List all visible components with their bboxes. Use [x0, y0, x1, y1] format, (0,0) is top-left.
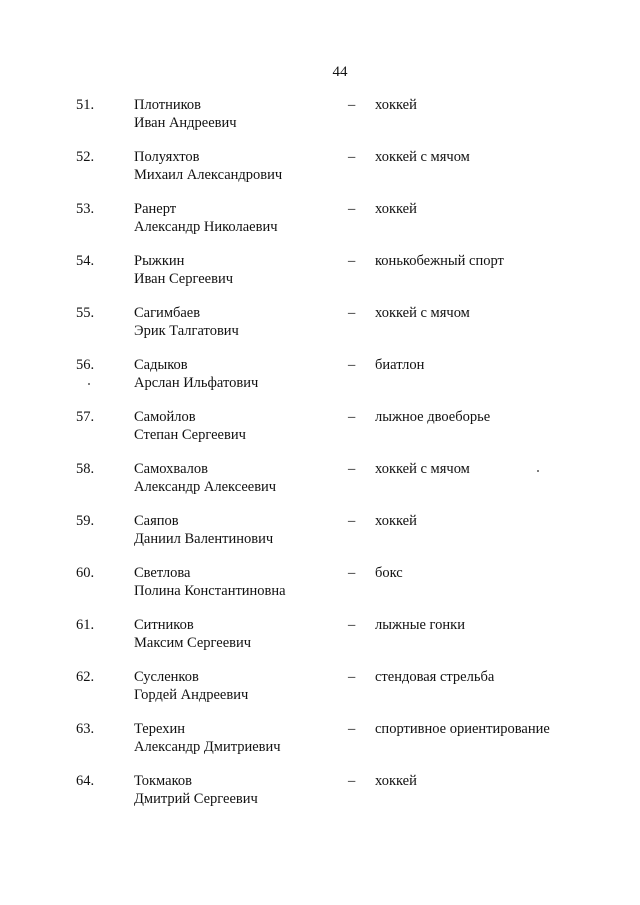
list-item [0, 772, 640, 816]
person-given-names: Дмитрий Сергеевич [134, 791, 258, 807]
sport-discipline: лыжное двоеборье [375, 409, 491, 425]
list-item [0, 668, 640, 712]
sport-discipline: хоккей [375, 97, 417, 113]
entry-number: 63. [76, 721, 95, 737]
sport-discipline: хоккей с мячом [375, 305, 470, 321]
entry-number: 53. [76, 201, 95, 217]
list-item [0, 408, 640, 452]
sport-discipline: стендовая стрельба [375, 669, 495, 685]
entry-number: 60. [76, 565, 95, 581]
entry-number: 58. [76, 461, 95, 477]
person-name [134, 200, 278, 236]
person-name [134, 356, 258, 392]
person-surname: Саяпов [134, 513, 179, 529]
list-item [0, 200, 640, 244]
person-surname: Плотников [134, 97, 202, 113]
person-name [134, 252, 233, 288]
person-given-names: Иван Андреевич [134, 115, 237, 131]
list-item [0, 460, 640, 504]
person-name [134, 668, 248, 704]
separator-dash: – [348, 149, 356, 165]
separator-dash: – [348, 357, 356, 373]
person-name [134, 460, 276, 496]
sport-discipline: хоккей с мячом [375, 149, 470, 165]
separator-dash: – [348, 409, 356, 425]
list-item [0, 96, 640, 140]
sport-discipline: хоккей [375, 513, 417, 529]
entry-number: 64. [76, 773, 95, 789]
list-item [0, 148, 640, 192]
entry-number: 52. [76, 149, 95, 165]
separator-dash: – [348, 97, 356, 113]
sport-discipline: конькобежный спорт [375, 253, 504, 269]
sport-discipline: хоккей [375, 773, 417, 789]
person-surname: Ситников [134, 617, 194, 633]
person-given-names: Даниил Валентинович [134, 531, 274, 547]
person-name [134, 616, 251, 652]
sport-discipline: бокс [375, 565, 403, 581]
page-number: 44 [332, 64, 348, 80]
list-item [0, 356, 640, 400]
person-surname: Самойлов [134, 409, 196, 425]
person-given-names: Арслан Ильфатович [134, 375, 259, 391]
person-given-names: Эрик Талгатович [134, 323, 239, 339]
entry-number: 54. [76, 253, 95, 269]
person-surname: Полуяхтов [134, 149, 200, 165]
entry-number: 51. [76, 97, 95, 113]
separator-dash: – [348, 253, 356, 269]
separator-dash: – [348, 773, 356, 789]
person-surname: Токмаков [134, 773, 192, 789]
person-name [134, 512, 273, 548]
list-item [0, 252, 640, 296]
person-surname: Ранерт [134, 201, 177, 217]
person-surname: Терехин [134, 721, 186, 737]
entry-number: 59. [76, 513, 95, 529]
sport-discipline: хоккей с мячом [375, 461, 470, 477]
separator-dash: – [348, 721, 356, 737]
person-surname: Самохвалов [134, 461, 208, 477]
person-surname: Сагимбаев [134, 305, 201, 321]
person-given-names: Иван Сергеевич [134, 271, 234, 287]
person-name [134, 304, 239, 340]
person-name [134, 148, 282, 184]
separator-dash: – [348, 617, 356, 633]
person-name [134, 772, 258, 808]
person-name [134, 96, 237, 132]
person-given-names: Александр Дмитриевич [134, 739, 281, 755]
entry-number: 61. [76, 617, 95, 633]
entry-number: 55. [76, 305, 95, 321]
person-name [134, 408, 246, 444]
separator-dash: – [348, 669, 356, 685]
list-item [0, 304, 640, 348]
separator-dash: – [348, 461, 356, 477]
scan-speck [537, 470, 539, 472]
person-given-names: Гордей Андреевич [134, 687, 249, 703]
person-surname: Светлова [134, 565, 191, 581]
person-surname: Рыжкин [134, 253, 185, 269]
separator-dash: – [348, 201, 356, 217]
person-given-names: Александр Николаевич [134, 219, 278, 235]
sport-discipline: биатлон [375, 357, 425, 373]
entry-number: 56. [76, 357, 95, 373]
list-item [0, 616, 640, 660]
separator-dash: – [348, 513, 356, 529]
entry-number: 57. [76, 409, 95, 425]
person-surname: Садыков [134, 357, 188, 373]
person-given-names: Максим Сергеевич [134, 635, 252, 651]
person-given-names: Александр Алексеевич [134, 479, 277, 495]
list-item [0, 720, 640, 764]
person-given-names: Михаил Александрович [134, 167, 283, 183]
list-item [0, 564, 640, 608]
person-surname: Сусленков [134, 669, 199, 685]
person-name [134, 564, 286, 600]
person-given-names: Полина Константиновна [134, 583, 286, 599]
separator-dash: – [348, 305, 356, 321]
sport-discipline: спортивное ориентирование [375, 721, 550, 737]
entry-number: 62. [76, 669, 95, 685]
person-name [134, 720, 281, 756]
sport-discipline: лыжные гонки [375, 617, 465, 633]
scan-speck [88, 383, 90, 385]
list-item [0, 512, 640, 556]
separator-dash: – [348, 565, 356, 581]
person-given-names: Степан Сергеевич [134, 427, 246, 443]
sport-discipline: хоккей [375, 201, 417, 217]
